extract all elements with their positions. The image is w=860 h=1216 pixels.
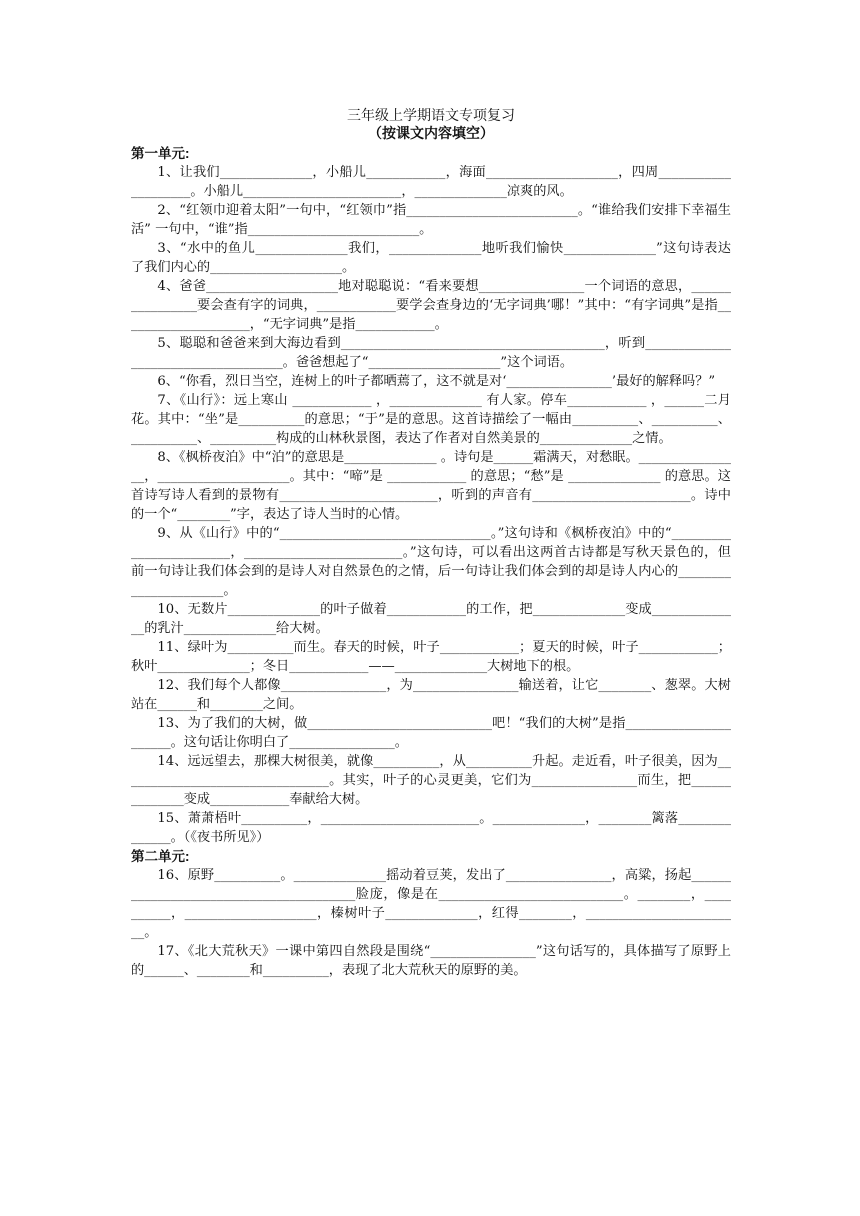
question-3: 3、“水中的鱼儿______________我们，______________地听我们愉快______________”这句诗表达了我们内心的____________________。	[131, 241, 731, 275]
document-body	[131, 106, 731, 980]
question-6: 6、“你看，烈日当空，连树上的叶子都晒蔫了，这不就是对‘________________’最好的解释吗？”	[157, 374, 716, 389]
section-heading-unit-1: 第一单元:	[131, 146, 190, 161]
question-10: 10、无数片______________的叶子做着____________的工作，把______________变成______________的乳汁______________给大树。	[131, 602, 731, 636]
question-7: 7、《山行》：远上寒山 ____________ ，______________ 有人家。停车____________ ，______二月花。其中：“坐”是__________的意思；“于”是的意思。这首诗描绘了一幅由__________、__________、__________、__________构成的山林秋景图，表达了作者对自然美景的______________之情。	[131, 393, 731, 446]
question-9: 9、从《山行》中的“________________________________。”这句诗和《枫桥夜泊》中的“________________________，________________________。”这句诗，可以看出这两首古诗都是写秋天景色的，但前一句诗让我们体会到的是诗人对自然景色的之情，后一句诗让我们体会到的却是诗人内心的______________________。	[131, 526, 731, 598]
question-11: 11、绿叶为__________而生。春天的时候，叶子____________；夏天的时候，叶子____________；秋叶______________；冬日____________——______________大树地下的根。	[131, 640, 731, 674]
question-14: 14、远远望去，那棵大树很美，就像__________，从__________升起。走近看，叶子很美，因为________________________________。其实，叶子的心灵更美，它们为________________而生，把______________变成____________奉献给大树。	[131, 754, 731, 807]
question-16: 16、原野__________。______________摇动着豆荚，发出了________________，高粱，扬起________________________________________脸庞，像是在____________________________。________，__________，____________________，榛树叶子______________，红得________，________________________。	[131, 868, 731, 940]
question-1: 1、让我们______________，小船儿____________，海面____________________，四周____________________。小船儿________________________，______________凉爽的风。	[131, 165, 731, 199]
question-13: 13、为了我们的大树，做____________________________吧！“我们的大树”是指______________________。这句话让你明白了________________。	[131, 716, 731, 750]
page-subtitle: （按课文内容填空）	[368, 125, 494, 141]
question-2: 2、“红领巾迎着太阳”一句中，“红领巾”指__________________________。“谁给我们安排下幸福生活” 一句中，“谁”指__________________________。	[131, 203, 731, 237]
question-12: 12、我们每个人都像________________，为________________输送着，让它________、葱翠。大树站在______和________之间。	[131, 678, 731, 712]
question-8: 8、《枫桥夜泊》中“泊”的意思是______________ 。诗句是______霜满天，对愁眠。________________，____________________。其中：“啼”是 ____________ 的意思；“愁”是 ______________ 的意思。这首诗写诗人看到的景物有________________________，听到的声音有________________________。诗中的一个“________”字，表达了诗人当时的心情。	[131, 450, 731, 522]
question-15: 15、萧萧梧叶__________，________________________。______________，________篱落______________。（《夜书所见》）	[131, 811, 731, 845]
section-heading-unit-2: 第二单元:	[131, 849, 190, 864]
page-title: 三年级上学期语文专项复习	[347, 107, 515, 123]
question-5: 5、聪聪和爸爸来到大海边看到________________________________________，听到____________________________________。爸爸想起了“____________________”这个词语。	[131, 336, 731, 370]
question-4: 4、爸爸____________________地对聪聪说：“看来要想________________一个词语的意思，________________要会查有字的词典，____________要学会查身边的‘无字词典’哪！”其中：“有字词典”是指____________________，“无字词典”是指____________。	[131, 279, 731, 332]
question-17: 17、《北大荒秋天》一课中第四自然段是围绕“________________”这句话写的，具体描写了原野上的______、________和__________，表现了北大荒秋天的原野的美。	[131, 944, 731, 978]
